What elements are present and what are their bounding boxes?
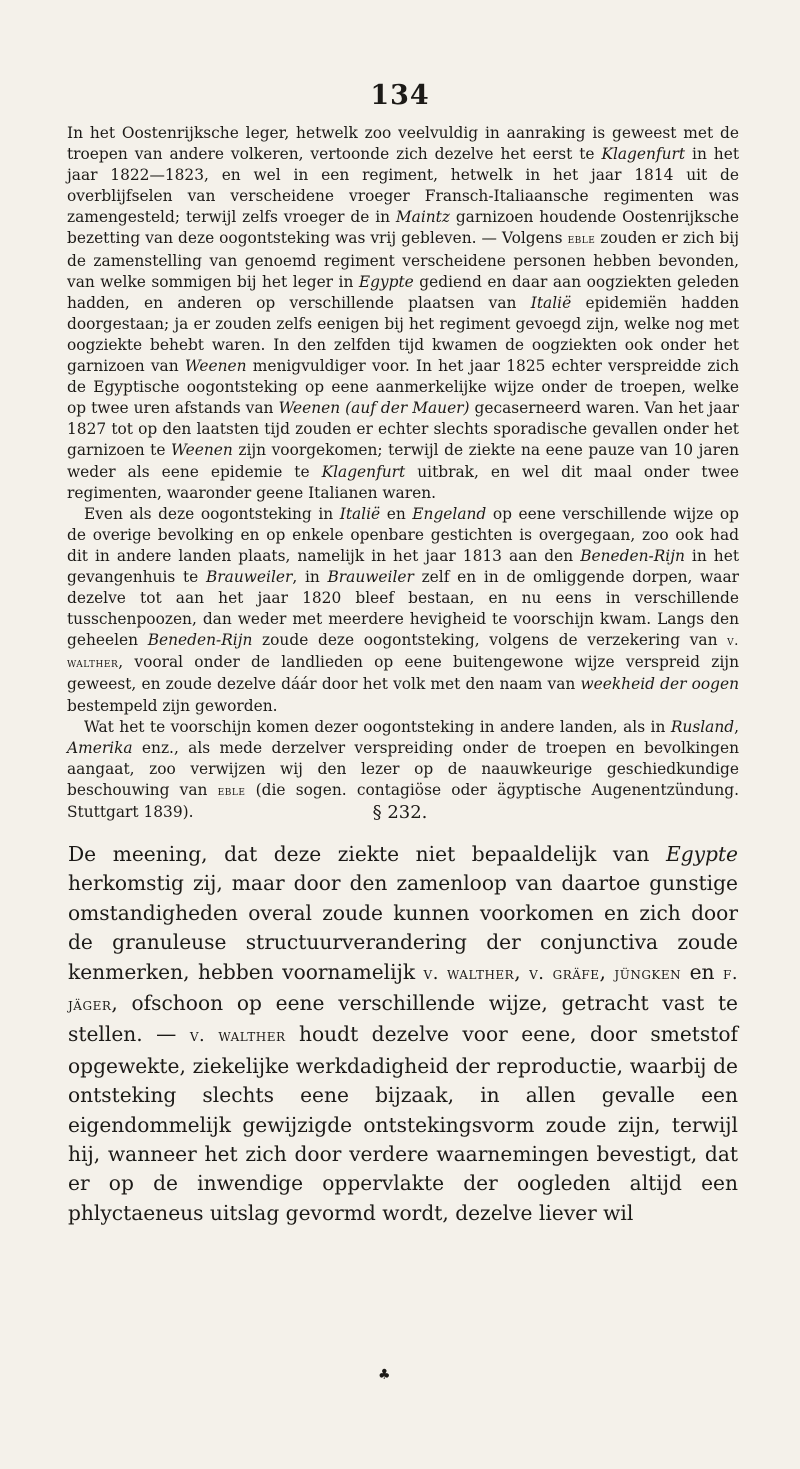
- author-name: jüngken: [614, 963, 682, 984]
- paragraph-andere-landen: Even als deze oogontsteking in Italië en Engeland op eene verschillende wijze op de overige bevolking en op enkele openbare gestichten is overgegaan, zoo ook had dit in andere landen plaats, namelijk in het jaar 1813 aan den Beneden-Rijn in het gevangenhuis te Brauweiler, in Brauweiler zelf en in de omliggende dorpen, waar dezelve tot aan het jaar 1820 bleef bestaan, en nu eens in verschillende tusschenpoozen, dan weder met meerdere hevigheid te voorschijn kwam. Langs den geheelen Beneden-Rijn zoude deze oogontsteking, volgens de verzekering van v. walther, vooral onder de landlieden op eene buitengewone wijze verspreid zijn geweest, en zoude dezelve dáár door het volk met den naam van weekheid der oogen bestempeld zijn geworden.: [67, 504, 740, 715]
- place-name: Weenen: [171, 441, 233, 460]
- place-name: Egypte: [358, 272, 414, 291]
- author-name: f. jäger: [68, 963, 738, 1016]
- place-name: Weenen: [184, 357, 247, 376]
- large-print-block: [68, 840, 738, 1228]
- place-name: Rusland: [670, 717, 735, 736]
- place-name: Klagenfurt: [321, 462, 406, 481]
- paragraph-meening: De meening, dat deze ziekte niet bepaaldelijk van Egypte herkomstig zij, maar door den zamenloop van daartoe gunstige omstandigheden overal zoude kunnen voorkomen en zich door de granuleuse structuurverandering der conjunctiva zoude kenmerken, hebben voornamelijk v. walther, v. gräfe, jüngken en f. jäger, ofschoon op eene verschillende wijze, getracht vast te stellen. — v. walther houdt dezelve voor eene, door smetstof opgewekte, ziekelijke werkdadigheid der reproductie, waarbij de ontsteking slechts eene bijzaak, in allen gevalle een eigendommelijk gewijzigde ontstekingsvorm zoude zijn, terwijl hij, wanneer het zich door verdere waarnemingen bevestigt, dat er op de inwendige oppervlakte der oogleden altijd een phlyctaeneus uitslag gevormd wordt, dezelve liever wil: [68, 842, 738, 1225]
- place-name: Beneden-Rijn: [580, 546, 685, 565]
- paragraph-oostenrijk: In het Oostenrijksche leger, hetwelk zoo veelvuldig in aanraking is geweest met de troepen van andere volkeren, vertoonde zich dezelve het eerst te Klagenfurt in het jaar 1822—1823, en wel in een regiment, hetwelk in het jaar 1814 uit de overblijfselen van verscheidene vroeger Fransch-Italiaansche regimenten was zamengesteld; terwijl zelfs vroeger de in Maintz garnizoen houdende Oostenrijksche bezetting van deze oogontsteking was vrij gebleven. — Volgens eble zouden er zich bij de zamenstelling van genoemd regiment verscheidene personen hebben bevonden, van welke sommigen bij het leger in Egypte gediend en daar aan oogziekten geleden hadden, en anderen op verschillende plaatsen van Italië epidemiën hadden doorgestaan; ja er zouden zelfs eenigen bij het regiment gevoegd zijn, welke nog met oogziekte behebt waren. In den zelfden tijd kwamen de oogziekten ook onder het garnizoen van Weenen menigvuldiger voor. In het jaar 1825 echter verspreidde zich de Egyptische oogontsteking op eene aanmerkelijke wijze onder de troepen, welke op twee uren afstands van Weenen (auf der Mauer) gecaserneerd waren. Van het jaar 1827 tot op den laatsten tijd zouden er echter slechts sporadische gevallen onder het garnizoen te Weenen zijn voorgekomen; terwijl de ziekte na eene pauze van 10 jaren weder als eene epidemie te Klagenfurt uitbrak, en wel dit maal onder twee regimenten, waaronder geene Italianen waren.: [67, 124, 740, 502]
- place-name: Weenen: [278, 399, 341, 418]
- author-name: eble: [217, 782, 246, 799]
- emphasis-term: weekheid der oogen: [580, 675, 739, 694]
- place-name: Italië: [339, 504, 381, 523]
- printer-signature-mark: ♣: [378, 1367, 391, 1383]
- small-print-block: [67, 123, 739, 823]
- place-name: Amerika: [67, 738, 133, 757]
- place-name: Klagenfurt: [601, 145, 686, 164]
- place-name: Engeland: [412, 504, 487, 523]
- author-name: v. gräfe: [529, 963, 600, 984]
- author-name: v. walther: [67, 633, 739, 672]
- paragraph-verwijzing: Wat het te voorschijn komen dezer oogontsteking in andere landen, als in Rusland, Amerika enz., als mede derzelver verspreiding onder de troepen en bevolkingen aangaat, zoo verwijzen wij den lezer op de naauwkeurige geschiedkundige beschouwing van eble (die sogen. contagiöse oder ägyptische Augenentzündung. Stuttgart 1839).: [67, 717, 739, 821]
- author-name: eble: [567, 231, 596, 248]
- author-name: v. walther: [189, 1026, 286, 1047]
- place-name: Egypte: [665, 842, 738, 866]
- section-heading: § 232.: [372, 802, 428, 823]
- page-number: 134: [370, 80, 430, 111]
- author-name: v. walther: [423, 963, 515, 984]
- place-name: (auf der Mauer): [345, 399, 470, 418]
- place-name: Brauweiler: [205, 567, 293, 586]
- place-name: Beneden-Rijn: [147, 631, 253, 650]
- place-name: Maintz: [395, 208, 450, 227]
- place-name: Italië: [530, 293, 572, 312]
- place-name: Brauweiler: [327, 567, 414, 586]
